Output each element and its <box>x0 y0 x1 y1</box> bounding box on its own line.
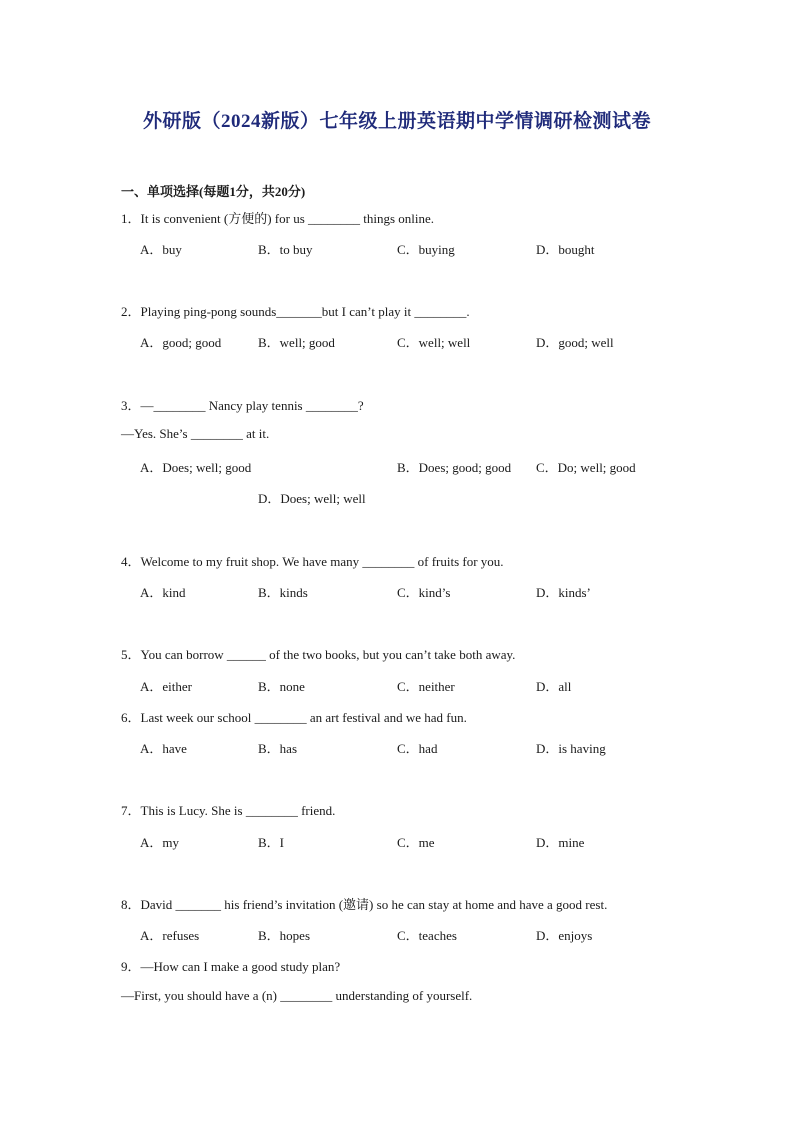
question-5-option-a[interactable]: A．either <box>140 679 192 694</box>
question-5-option-d[interactable]: D．all <box>536 679 572 694</box>
question-6-option-d[interactable]: D．is having <box>536 741 606 756</box>
question-2-option-a[interactable]: A．good; good <box>140 335 222 350</box>
page-title: 外研版（2024新版）七年级上册英语期中学情调研检测试卷 <box>142 111 651 132</box>
question-5-option-b[interactable]: B．none <box>258 679 305 694</box>
question-4-stem: 4．Welcome to my fruit shop. We have many ________ of fruits for you. <box>121 554 504 569</box>
question-4-option-c[interactable]: C．kind’s <box>397 585 451 600</box>
question-2-stem: 2．Playing ping-pong sounds_______but I can’t play it ________. <box>121 304 470 319</box>
question-7-option-d[interactable]: D．mine <box>536 835 585 850</box>
question-7-option-c[interactable]: C．me <box>397 835 435 850</box>
question-3-stem-reply: —Yes. She’s ________ at it. <box>121 426 270 441</box>
question-3-option-c[interactable]: C．Do; well; good <box>536 460 636 475</box>
question-8-option-b[interactable]: B．hopes <box>258 928 311 943</box>
question-3-option-d[interactable]: D．Does; well; well <box>258 491 366 506</box>
question-2-option-c[interactable]: C．well; well <box>397 335 471 350</box>
question-9-stem: 9．—How can I make a good study plan? <box>121 959 341 974</box>
question-2-option-b[interactable]: B．well; good <box>258 335 335 350</box>
question-5-stem: 5．You can borrow ______ of the two books, but you can’t take both away. <box>121 647 516 662</box>
question-4-option-a[interactable]: A．kind <box>140 585 186 600</box>
question-1-option-c[interactable]: C．buying <box>397 242 455 257</box>
question-4-option-b[interactable]: B．kinds <box>258 585 308 600</box>
section-heading: 一、单项选择(每题1分，共20分) <box>121 184 306 199</box>
question-3-option-a[interactable]: A．Does; well; good <box>140 460 252 475</box>
question-5-option-c[interactable]: C．neither <box>397 679 455 694</box>
question-9-stem-reply: —First, you should have a (n) ________ understanding of yourself. <box>121 988 473 1003</box>
question-8-option-d[interactable]: D．enjoys <box>536 928 593 943</box>
question-7-option-a[interactable]: A．my <box>140 835 180 850</box>
question-2-option-d[interactable]: D．good; well <box>536 335 614 350</box>
question-3-stem: 3．—________ Nancy play tennis ________? <box>121 398 364 413</box>
question-6-option-c[interactable]: C．had <box>397 741 438 756</box>
question-6-option-b[interactable]: B．has <box>258 741 298 756</box>
question-1-option-a[interactable]: A．buy <box>140 242 182 257</box>
question-7-option-b[interactable]: B．I <box>258 835 285 850</box>
question-1-option-b[interactable]: B．to buy <box>258 242 313 257</box>
question-1-option-d[interactable]: D．bought <box>536 242 595 257</box>
question-4-option-d[interactable]: D．kinds’ <box>536 585 591 600</box>
question-3-option-b[interactable]: B．Does; good; good <box>397 460 512 475</box>
question-8-option-a[interactable]: A．refuses <box>140 928 200 943</box>
question-7-stem: 7．This is Lucy. She is ________ friend. <box>121 803 336 818</box>
question-6-stem: 6．Last week our school ________ an art festival and we had fun. <box>121 710 467 725</box>
question-8-stem: 8．David _______ his friend’s invitation (邀请) so he can stay at home and have a good rest. <box>121 897 608 912</box>
question-1-stem: 1．It is convenient (方便的) for us ________ things online. <box>121 211 435 226</box>
question-6-option-a[interactable]: A．have <box>140 741 187 756</box>
question-8-option-c[interactable]: C．teaches <box>397 928 457 943</box>
